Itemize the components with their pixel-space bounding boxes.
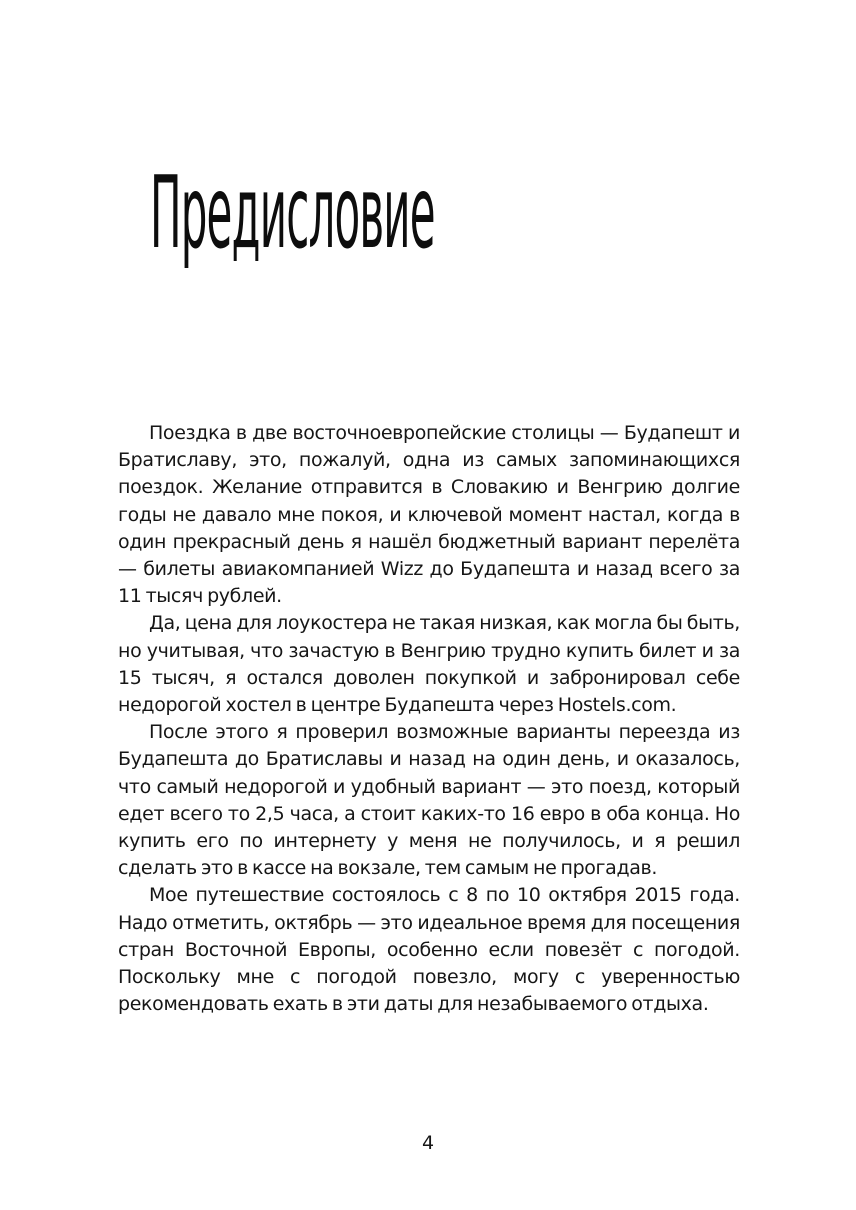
paragraph: Да, цена для лоукостера не такая низкая, как могла бы быть, но учитывая, что зачастую в Венгрию трудно купить билет и за 15 тысяч, я остался доволен покупкой и забронировал себе недорогой хостел в центре Будапешта через Hostels.com. <box>118 612 740 717</box>
paragraph: После этого я проверил возможные варианты переезда из Будапешта до Братиславы и назад на один день, и оказалось, что самый недорогой и удобный вариант — это поезд, который едет всего то 2,5 часа, а стоит каких-то 16 евро в оба конца. Но купить его по интернету у меня не получилось, и я решил сделать это в кассе на вокзале, тем самым не прогадав. <box>118 721 740 880</box>
page-number: 4 <box>421 1132 435 1154</box>
body-text <box>118 420 740 1018</box>
paragraph: Поездка в две восточноевропейские столицы — Будапешт и Братиславу, это, пожалуй, одна из самых запоминающихся поездок. Желание отправится в Словакию и Венгрию долгие годы не давало мне покоя, и ключевой момент настал, когда в один прекрасный день я нашёл бюджетный вариант перелёта — билеты авиакомпанией Wizz до Будапешта и назад всего за 11 тысяч рублей. <box>118 422 740 608</box>
page-title: Предисловие <box>150 154 435 271</box>
paragraph: Мое путешествие состоялось с 8 по 10 октября 2015 года. Надо отметить, октябрь — это идеальное время для посещения стран Восточной Европы, особенно если повезёт с погодой. Поскольку мне с погодой повезло, могу с уверенностью рекомендовать ехать в эти даты для незабываемого отдыха. <box>118 884 740 1016</box>
